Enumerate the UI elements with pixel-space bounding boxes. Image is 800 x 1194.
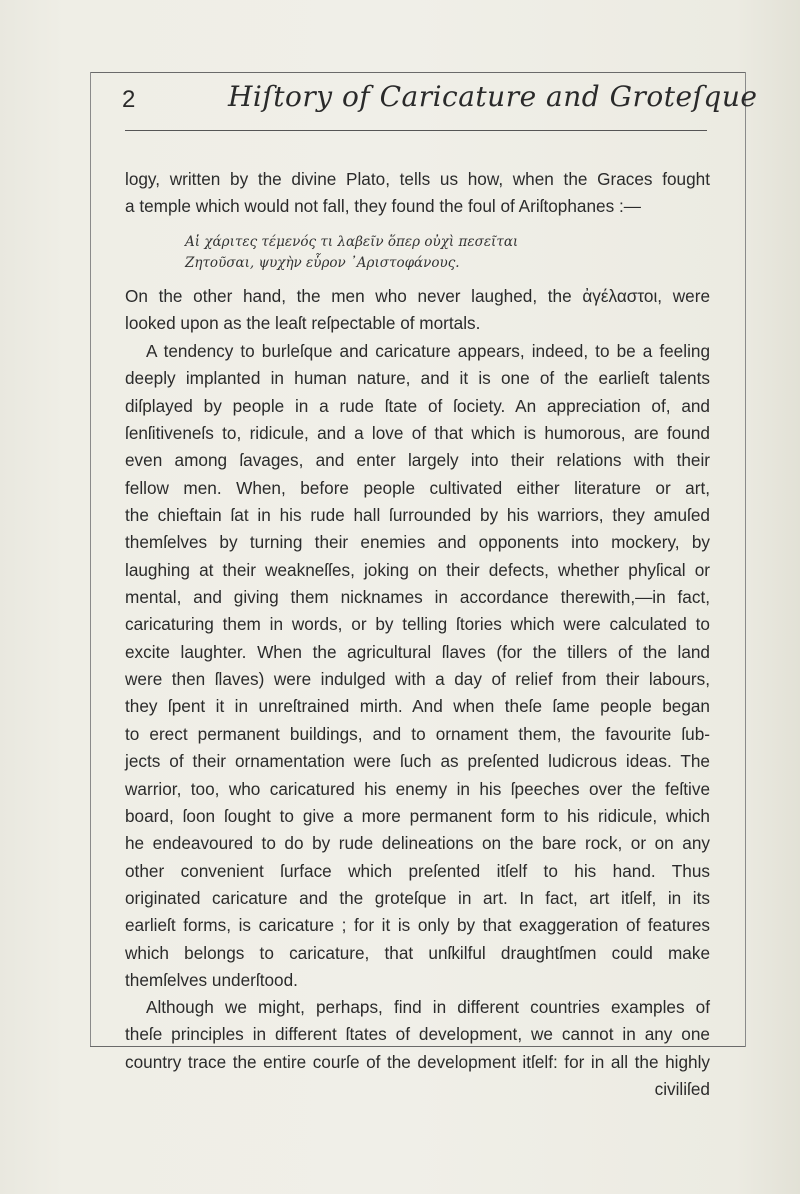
paragraph-2 (125, 283, 710, 338)
text-line: they ſpent it in unreſtrained mirth. And when theſe ſame people began (125, 696, 710, 717)
text-line: mental, and giving them nicknames in accordance therewith,—in fact, (125, 587, 710, 608)
border-rule-top (90, 72, 745, 73)
text-line: the chieftain ſat in his rude hall ſurrounded by his warriors, they amuſed (125, 505, 710, 526)
border-rule-left (90, 72, 91, 1047)
catchword: civiliſed (654, 1079, 710, 1099)
paragraph-3 (125, 338, 710, 994)
header-rule (125, 130, 707, 131)
text-line: even among ſavages, and enter largely into their relations with their (125, 450, 710, 471)
running-title: Hiſtory of Caricature and Groteſque (228, 80, 758, 113)
text-line: diſplayed by people in a rude ſtate of ſociety. An appreciation of, and (125, 395, 710, 416)
text-line: originated caricature and the groteſque in art. In fact, art itſelf, in its (125, 887, 710, 908)
text-line: to erect permanent buildings, and to ornament them, the favourite ſub- (125, 723, 710, 744)
text-line: themſelves underſtood. (125, 969, 298, 990)
greek-epigram (185, 232, 518, 274)
text-line: logy, written by the divine Plato, tells us how, when the Graces fought (125, 169, 710, 189)
text-line: jects of their ornamentation were ſuch as preſented ludicrous ideas. The (125, 751, 710, 772)
text-line: other convenient ſurface which preſented itſelf to his hand. Thus (125, 860, 710, 881)
text-line: were then ſlaves) were indulged with a day of relief from their labours, (125, 669, 710, 690)
text-line: A tendency to burleſque and caricature appears, indeed, to be a feeling (146, 341, 710, 361)
text-line: warrior, too, who caricatured his enemy in his ſpeeches over the feſtive (125, 778, 710, 799)
paragraph-1 (125, 166, 710, 221)
text-line: ſenſitiveneſs to, ridicule, and a love of that which is humorous, are found (125, 423, 710, 444)
text-line: theſe principles in different ſtates of development, we cannot in any one (125, 1024, 710, 1045)
text-line: country trace the entire courſe of the development itſelf: for in all the highly (125, 1051, 710, 1072)
text-line: a temple which would not fall, they found the foul of Ariſtophanes :— (125, 196, 641, 217)
text-line: looked upon as the leaſt reſpectable of mortals. (125, 313, 481, 334)
greek-line: Ζητοῦσαι, ψυχὴν εὗρον ᾿Αριστοφάνους. (185, 255, 460, 271)
text-line: earlieſt forms, is caricature ; for it is only by that exaggeration of features (125, 915, 710, 936)
text-line: On the other hand, the men who never laughed, the ἀγέλαστοι, were (125, 286, 710, 306)
catchword-row (125, 1076, 710, 1103)
text-line: excite laughter. When the agricultural ſlaves (for the tillers of the land (125, 641, 710, 662)
text-line: laughing at their weakneſſes, joking on their defects, whether phyſical or (125, 559, 710, 580)
greek-line: Αἱ χάριτες τέμενός τι λαβεῖν ὅπερ οὐχὶ πεσεῖται (185, 234, 519, 250)
text-line: Although we might, perhaps, find in different countries examples of (146, 997, 710, 1017)
text-line: caricaturing them in words, or by telling ſtories which were calculated to (125, 614, 710, 635)
text-line: deeply implanted in human nature, and it is one of the earlieſt talents (125, 368, 710, 389)
text-line: themſelves by turning their enemies and opponents into mockery, by (125, 532, 710, 553)
border-rule-right (745, 72, 746, 1047)
text-line: which belongs to caricature, that unſkilful draughtſmen could make (125, 942, 710, 963)
text-line: fellow men. When, before people cultivated either literature or art, (125, 477, 710, 498)
paragraph-4 (125, 994, 710, 1076)
text-line: board, ſoon ſought to give a more permanent form to his ridicule, which (125, 805, 710, 826)
text-line: he endeavoured to do by rude delineations on the bare rock, or on any (125, 833, 710, 854)
page-number: 2 (122, 86, 136, 113)
